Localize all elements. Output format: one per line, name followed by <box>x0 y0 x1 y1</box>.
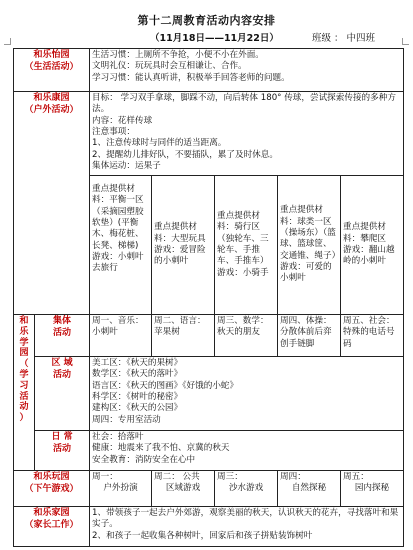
daily-line: 社会：拾落叶 <box>92 432 144 442</box>
life-section-label: 和乐怡园 （生活活动） <box>14 49 90 92</box>
life-row <box>14 49 404 92</box>
area-line: 建构区：《秋天的公园》 <box>92 403 183 414</box>
family-line: 2、和孩子一起收集各种树叶，回家后和孩子拼贴装饰树叶 <box>92 530 313 541</box>
areas-label: 区 域 活动 <box>35 357 90 431</box>
sport-line: 集体运动：运果子 <box>92 161 161 172</box>
daily-line: 健康：地震来了我不怕、京冀的秋天 <box>92 443 230 454</box>
life-line: 生活习惯：上厕所不争抢，小便不小在外面。 <box>92 50 264 60</box>
collective-row <box>14 315 404 357</box>
family-row <box>14 507 404 547</box>
crop-mark-right <box>402 38 409 45</box>
sport-line: 注意事项： <box>92 127 135 138</box>
page-header <box>0 0 413 47</box>
learning-section-label: 和 乐 学 园 （ 学 习 活 动 ） <box>14 315 35 471</box>
sport-zone-4: 重点提供材料：球类一区（操场东）（篮球、篮球筐、交通锥、绳子） 游戏：可爱的小刺叶 <box>278 176 341 315</box>
life-line: 学习习惯：能认真听讲，积极举手回答老师的问题。 <box>92 72 290 83</box>
area-line: 数学区：《秋天的落叶》 <box>92 369 183 380</box>
play-row <box>14 471 404 507</box>
collective-fri: 周五、社会：特殊的电话号码 <box>341 315 404 357</box>
play-fri: 周五： 园内探秘 <box>341 471 404 507</box>
sport-zone-2: 重点提供材料：大型玩具 游戏：爱冒险的小刺叶 <box>152 176 215 315</box>
schedule-table <box>13 48 404 547</box>
collective-wed: 周三、数学：秋天的朋友 <box>215 315 278 357</box>
play-section-label: 和乐玩园 （下午游戏） <box>14 471 90 507</box>
sport-content <box>90 92 404 176</box>
sport-line: 目标： 学习双手拿球，脚踩不动，向后转体 180° 传球，尝试探索传接的多种方法。 <box>92 93 396 115</box>
areas-content <box>90 357 404 431</box>
family-line: 1、带领孩子一起去户外郊游，观察美丽的秋天，认识秋天的花卉，寻找落叶和果实子。 <box>92 508 399 530</box>
sport-section-label: 和乐康园 （户外活动） <box>14 92 90 315</box>
daily-label: 日 常 活动 <box>35 431 90 471</box>
life-line: 文明礼仪：玩玩具时会互相谦让、合作。 <box>92 61 247 72</box>
family-content <box>90 507 404 547</box>
sport-line: 1、注意传球时与同伴的适当距离。 <box>92 138 227 149</box>
sport-zone-3: 重点提供材料：骑行区（独轮车、三轮车、手推车、手推车） 游戏：小骑手 <box>215 176 278 315</box>
area-line: 美工区：《秋天的果树》 <box>92 358 183 368</box>
page-title: 第十二周教育活动内容安排 <box>137 14 276 27</box>
collective-label: 集体 活动 <box>35 315 90 357</box>
daily-row <box>14 431 404 471</box>
sport-zone-5: 重点提供材料：攀爬区 游戏：翻山越岭的小刺叶 <box>341 176 404 315</box>
week-dates: （11月18日——11月22日） <box>150 33 279 44</box>
crop-mark-left <box>4 38 11 45</box>
life-content <box>90 49 404 92</box>
class-label: 班级 ： 中四班 <box>312 33 376 44</box>
collective-thu: 周四、体操：分散体前后弈创手链脚 <box>278 315 341 357</box>
collective-mon: 周一、音乐：小刺叶 <box>90 315 152 357</box>
play-mon: 周一： 户外扮演 <box>90 471 152 507</box>
play-thu: 周四： 自然探秘 <box>278 471 341 507</box>
sport-line: 内容：花样传球 <box>92 115 153 126</box>
daily-line: 安全教育：消防安全在心中 <box>92 454 196 465</box>
area-line: 科学区：《树叶的秘密》 <box>92 392 183 403</box>
area-line: 语言区：《秋天的图画》《好饿的小蛇》 <box>92 380 239 391</box>
daily-content <box>90 431 404 471</box>
play-tue: 周二： 公共 区域游戏 <box>152 471 215 507</box>
areas-row <box>14 357 404 431</box>
collective-tue: 周二、语言：苹果树 <box>152 315 215 357</box>
family-section-label: 和乐家园 （家长工作） <box>14 507 90 547</box>
sport-line: 2、提醒幼儿排好队，不要插队，累了及时休息。 <box>92 149 278 160</box>
play-wed: 周三： 沙水游戏 <box>215 471 278 507</box>
area-line: 周四：专用室活动 <box>92 414 161 425</box>
sport-row <box>14 92 404 176</box>
sport-zone-1: 重点提供材料：平衡一区（采摘园塑胶软垫）(平衡木、梅花桩、长凳、梯梯) 游戏：小刺叶去旅行 <box>90 176 152 315</box>
